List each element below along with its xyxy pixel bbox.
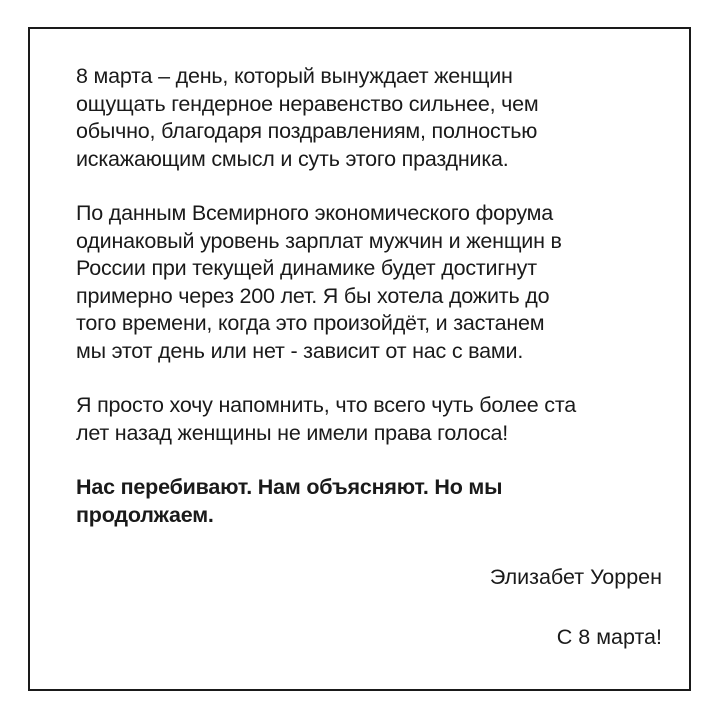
text-line: мы этот день или нет - зависит от нас с вами. xyxy=(76,338,524,363)
paragraph-bold-quote xyxy=(76,474,666,529)
paragraph-intro xyxy=(76,63,666,173)
text-line: продолжаем. xyxy=(76,502,214,527)
text-line: искажающим смысл и суть этого праздника. xyxy=(76,146,509,171)
paragraph-forum xyxy=(76,200,666,365)
holiday-greeting: С 8 марта! xyxy=(556,625,662,649)
text-line: лет назад женщины не имели права голоса! xyxy=(76,420,509,445)
paragraph-reminder xyxy=(76,392,666,447)
text-line: ощущать гендерное неравенство сильнее, чем xyxy=(76,91,539,116)
text-line: По данным Всемирного экономического форума xyxy=(76,201,553,225)
text-line: того времени, когда это произойдёт, и застанем xyxy=(76,311,545,335)
author-signature: Элизабет Уоррен xyxy=(489,565,662,589)
text-line: обычно, благодаря поздравлениям, полностью xyxy=(76,119,538,143)
text-line: примерно через 200 лет. Я бы хотела дожить до xyxy=(76,283,550,308)
text-body xyxy=(76,63,666,529)
text-line: Нас перебивают. Нам объясняют. Но мы xyxy=(76,475,503,499)
text-line: одинаковый уровень зарплат мужчин и женщин в xyxy=(76,228,562,253)
text-line: 8 марта – день, который вынуждает женщин xyxy=(76,64,513,88)
text-line: Я просто хочу напомнить, что всего чуть более ста xyxy=(76,393,576,417)
text-line: России при текущей динамике будет достигнут xyxy=(76,256,537,280)
